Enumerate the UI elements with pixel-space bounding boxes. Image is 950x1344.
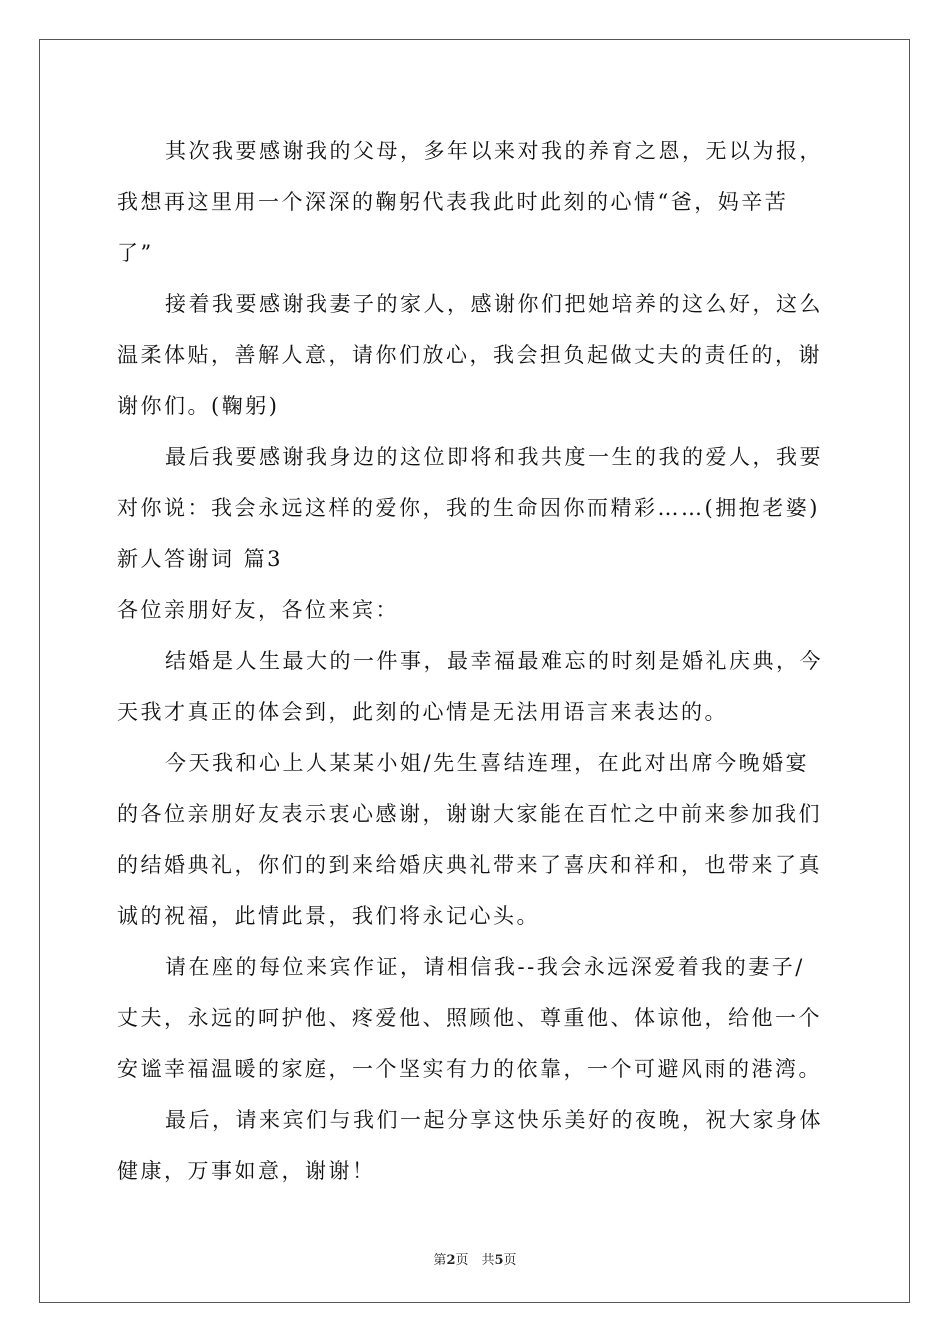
paragraph-line: 安谧幸福温暖的家庭，一个坚实有力的依靠，一个可避风雨的港湾。: [117, 1057, 822, 1081]
paragraph-line: 其次我要感谢我的父母，多年以来对我的养育之恩，无以为报，: [165, 139, 823, 163]
salutation: 各位亲朋好友，各位来宾：: [117, 598, 399, 622]
paragraph-line: 今天我和心上人某某小姐/先生喜结连理，在此对出席今晚婚宴: [165, 751, 810, 775]
paragraph-line: 诚的祝福，此情此景，我们将永记心头。: [117, 904, 540, 928]
paragraph-line: 的各位亲朋好友表示衷心感谢，谢谢大家能在百忙之中前来参加我们: [117, 802, 822, 826]
paragraph-line: 天我才真正的体会到，此刻的心情是无法用语言来表达的。: [117, 700, 728, 724]
paragraph-line: 谢你们。(鞠躬): [117, 394, 280, 418]
page-mid-text: 页 共: [455, 1253, 495, 1268]
paragraph-line: 了”: [117, 241, 154, 265]
document-body: [117, 126, 832, 1197]
current-page-number: 2: [446, 1253, 456, 1268]
paragraph-line: 健康，万事如意，谢谢！: [117, 1159, 376, 1183]
page-prefix: 第: [433, 1253, 447, 1268]
paragraph-line: 的结婚典礼，你们的到来给婚庆典礼带来了喜庆和祥和，也带来了真: [117, 853, 822, 877]
page-suffix: 页: [503, 1253, 517, 1268]
paragraph-line: 最后，请来宾们与我们一起分享这快乐美好的夜晚，祝大家身体: [165, 1108, 823, 1132]
paragraph-line: 丈夫，永远的呵护他、疼爱他、照顾他、尊重他、体谅他，给他一个: [117, 1006, 822, 1030]
paragraph-line: 请在座的每位来宾作证，请相信我--我会永远深爱着我的妻子/: [165, 955, 805, 979]
section-heading: 新人答谢词 篇3: [117, 547, 284, 571]
paragraph-line: 结婚是人生最大的一件事，最幸福最难忘的时刻是婚礼庆典，今: [165, 649, 823, 673]
paragraph-line: 我想再这里用一个深深的鞠躬代表我此时此刻的心情“爸，妈辛苦: [117, 190, 789, 214]
paragraph-line: 接着我要感谢我妻子的家人，感谢你们把她培养的这么好，这么: [165, 292, 823, 316]
paragraph-line: 温柔体贴，善解人意，请你们放心，我会担负起做丈夫的责任的，谢: [117, 343, 822, 367]
total-page-number: 5: [494, 1253, 504, 1268]
paragraph-line: 对你说：我会永远这样的爱你，我的生命因你而精彩……(拥抱老婆): [117, 496, 820, 520]
page-number-footer: [0, 1249, 950, 1268]
paragraph-line: 最后我要感谢我身边的这位即将和我共度一生的我的爱人，我要: [165, 445, 823, 469]
